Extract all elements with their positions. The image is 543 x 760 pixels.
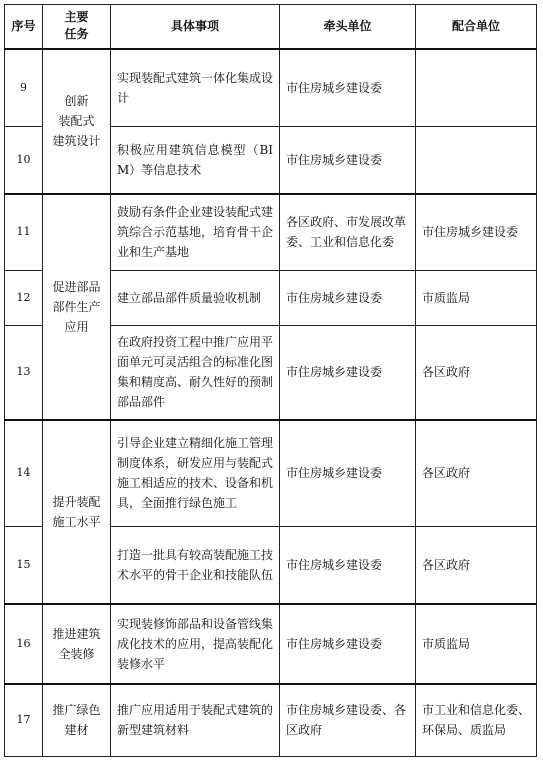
row-item: 引导企业建立精细化施工管理制度体系，研发应用与装配式施工相适应的技术、设备和机具，全面推行绿色施工 <box>111 420 280 527</box>
row-lead: 市住房城乡建设委 <box>280 271 416 326</box>
header-lead: 牵头单位 <box>280 5 416 49</box>
header-no: 序号 <box>5 5 43 49</box>
row-no: 12 <box>5 271 43 326</box>
row-lead: 市住房城乡建设委 <box>280 49 416 127</box>
row-lead: 市住房城乡建设委 <box>280 527 416 604</box>
task-label: 提升装配 施工水平 <box>52 494 101 529</box>
row-item: 在政府投资工程中推广应用平面单元可灵活组合的标准化图集和精度高、耐久性好的预制部品部件 <box>111 326 280 420</box>
task-label: 促进部品 部件生产 应用 <box>52 279 101 334</box>
table-row <box>5 49 537 127</box>
row-coop: 市工业和信息化委、环保局、质监局 <box>416 684 537 757</box>
row-coop: 市住房城乡建设委 <box>416 194 537 271</box>
row-item: 建立部品部件质量验收机制 <box>111 271 280 326</box>
table-row <box>5 604 537 684</box>
row-no: 10 <box>5 127 43 194</box>
row-lead: 各区政府、市发展改革委、工业和信息化委 <box>280 194 416 271</box>
task-cell <box>43 420 111 604</box>
task-cell <box>43 684 111 757</box>
table-row <box>5 420 537 527</box>
header-coop: 配合单位 <box>416 5 537 49</box>
task-table <box>4 4 537 757</box>
row-no: 13 <box>5 326 43 420</box>
row-no: 14 <box>5 420 43 527</box>
row-lead: 市住房城乡建设委 <box>280 420 416 527</box>
row-coop: 各区政府 <box>416 420 537 527</box>
row-coop: 各区政府 <box>416 527 537 604</box>
row-no: 15 <box>5 527 43 604</box>
row-no: 17 <box>5 684 43 757</box>
row-item: 积极应用建筑信息模型（BIM）等信息技术 <box>111 127 280 194</box>
row-coop: 市质监局 <box>416 271 537 326</box>
task-cell <box>43 194 111 420</box>
table-row <box>5 194 537 271</box>
table-header-row <box>5 5 537 49</box>
row-coop <box>416 49 537 127</box>
row-item: 推广应用适用于装配式建筑的新型建筑材料 <box>111 684 280 757</box>
row-item: 打造一批具有较高装配施工技术水平的骨干企业和技能队伍 <box>111 527 280 604</box>
task-label: 推广绿色 建材 <box>52 703 101 738</box>
row-coop <box>416 127 537 194</box>
row-item: 鼓励有条件企业建设装配式建筑综合示范基地，培育骨干企业和生产基地 <box>111 194 280 271</box>
row-lead: 市住房城乡建设委 <box>280 127 416 194</box>
row-no: 11 <box>5 194 43 271</box>
row-no: 16 <box>5 604 43 684</box>
row-lead: 市住房城乡建设委、各区政府 <box>280 684 416 757</box>
row-coop: 各区政府 <box>416 326 537 420</box>
header-task-text: 主要 任务 <box>64 10 89 42</box>
row-lead: 市住房城乡建设委 <box>280 326 416 420</box>
table-row <box>5 684 537 757</box>
task-label: 创新 装配式 建筑设计 <box>52 94 101 148</box>
row-item: 实现装配式建筑一体化集成设计 <box>111 49 280 127</box>
row-coop: 市质监局 <box>416 604 537 684</box>
row-lead: 市住房城乡建设委 <box>280 604 416 684</box>
task-cell <box>43 604 111 684</box>
task-label: 推进建筑 全装修 <box>52 626 101 661</box>
row-item: 实现装修饰部品和设备管线集成化技术的应用，提高装配化装修水平 <box>111 604 280 684</box>
row-no: 9 <box>5 49 43 127</box>
task-cell <box>43 49 111 194</box>
header-item: 具体事项 <box>111 5 280 49</box>
header-task <box>43 5 111 49</box>
